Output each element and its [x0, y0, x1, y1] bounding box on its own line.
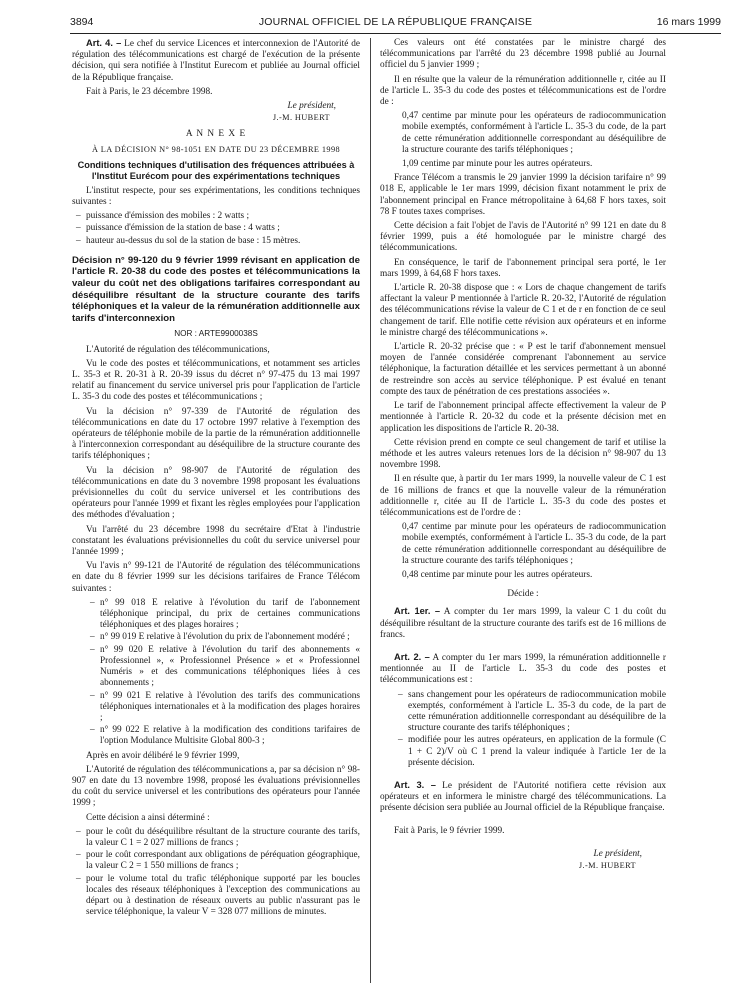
list-item: – hauteur au-dessus du sol de la station de base : 15 mètres. — [72, 236, 360, 247]
article-4: Art. 4. – Le chef du service Licences et interconnexion de l'Autorité de régulation des télécommunications est chargé de l'exécution de la présente décision, qui sera notifiée à l'Institut Eurecom et publiée au Journal officiel de la République française. — [72, 38, 361, 83]
paragraph: France Télécom a transmis le 29 janvier 1999 la décision tarifaire n° 99 018 E, applicable le 1er mars 1999, décision fixant notamment le prix de l'abonnement principal en France métropolitaine à 64,68 F hors taxes, soit 78 F toutes taxes comprises. — [380, 173, 666, 217]
journal-title: JOURNAL OFFICIEL DE LA RÉPUBLIQUE FRANÇAISE — [258, 16, 533, 28]
article-2-list — [380, 690, 666, 769]
indented-value: 0,47 centime par minute pour les opérateurs de radiocommunication mobile exemptés, conformément à l'article L. 35-3 du code, de la part de cette rémunération additionnelle correspondant au déséquilibre de la structure courante des tarifs téléphoniques ; — [402, 111, 666, 155]
paragraph: Vu l'arrêté du 23 décembre 1998 du secrétaire d'Etat à l'industrie constatant les évaluations prévisionnelles du coût du service universel pour l'année 1999 ; — [72, 524, 360, 558]
paragraph: L'Autorité de régulation des télécommunications a, par sa décision n° 98-907 en date du 13 novembre 1998, proposé les évaluations prévisionnelles du coût du service universel et les contributions des opérateurs pour l'année 1999 ; — [72, 764, 360, 809]
conditions-list — [72, 211, 360, 247]
list-item: – n° 99 020 E relative à l'évolution du tarif des abonnements « Professionnel », « Professionnel Présence » et « Professionnel Numéris » et des communications téléphoniques liées à ces abonnements ; — [72, 645, 360, 690]
list-item: – modifiée pour les autres opérateurs, en application de la formule (C 1 + C 2)/V où C 1 prend la valeur indiquée à l'article 1er de la présente décision. — [380, 735, 666, 769]
list-item: – pour le coût correspondant aux obligations de péréquation géographique, la valeur C 2 = 1 550 millions de francs ; — [72, 850, 360, 872]
left-column — [72, 38, 360, 921]
indented-value: 0,48 centime par minute pour les autres opérateurs. — [402, 569, 593, 580]
signature-role: Le président, — [593, 848, 642, 859]
paragraph: Le tarif de l'abonnement principal affecte effectivement la valeur de P mentionnée à l'article R. 20-32 du code et la présente décision met en application les dispositions de l'article R. 20-38. — [380, 401, 666, 434]
column-separator — [370, 38, 371, 983]
article-1: Art. 1er. – A compter du 1er mars 1999, la valeur C 1 du coût du déséquilibre résultant de la structure courante des tarifs est de 16 millions de francs. — [380, 606, 666, 640]
header-rule — [70, 33, 721, 34]
signature-role: Le président, — [287, 101, 336, 112]
list-item: – n° 99 022 E relative à la modification des conditions tarifaires de l'option Modulance Multisite Global 800-3 ; — [72, 725, 360, 747]
page-number: 3894 — [70, 16, 94, 28]
signature-name: J.-M. HUBERT — [578, 861, 636, 870]
conditions-intro: L'institut respecte, pour ses expérimentations, les conditions techniques suivantes : — [72, 185, 360, 208]
paragraph: Vu l'avis n° 99-121 de l'Autorité de régulation des télécommunications en date du 8 février 1999 sur les décisions tarifaires de France Télécom suivantes : — [72, 561, 360, 594]
paragraph: Il en résulte que, à partir du 1er mars 1999, la nouvelle valeur de C 1 est de 16 millions de francs et que la nouvelle valeur de la rémunération additionnelle r, citée au II de l'article L. 35-3 du code des postes et télécommunications est de l'ordre de : — [380, 474, 666, 518]
paragraph: L'article R. 20-38 dispose que : « Lors de chaque changement de tarifs affectant la valeur P mentionnée à l'article R. 20-32, l'Autorité de régulation des télécommunications révise la valeur de C 1 et de r en fonction de ce seul changement de tarif. Elle notifie cette révision aux opérateurs et en informe le ministre chargé des télécommunications ». — [380, 283, 666, 338]
list-item: – pour le volume total du trafic téléphonique supporté par les boucles locales des réseaux téléphoniques à l'exception des communications au départ ou à destination de réseaux ouverts au public n'assurant pas le service téléphonique, la valeur V = 328 077 millions de minutes. — [72, 874, 360, 919]
list-item: – pour le coût du déséquilibre résultant de la structure courante des tarifs, la valeur C 1 = 2 027 millions de francs ; — [72, 827, 360, 849]
page-header — [70, 16, 721, 32]
list-item: – puissance d'émission des mobiles : 2 watts ; — [72, 211, 360, 222]
paragraph: L'article R. 20-32 précise que : « P est le tarif d'abonnement mensuel moyen de l'année considérée comprenant l'abonnement au service téléphonique, la facturation détaillée et les services permettant à un abonné de restreindre son accès au service téléphonique. P est évalué en tenant compte des taux de pénétration de ces prestations associées ». — [380, 342, 666, 397]
indented-value: 0,47 centime par minute pour les opérateurs de radiocommunication mobile exemptés, conformément à l'article L. 35-3 du code, de la part de cette rémunération additionnelle correspondant au déséquilibre de la structure courante des tarifs téléphoniques ; — [402, 522, 666, 566]
issue-date: 16 mars 1999 — [656, 16, 721, 28]
list-item: – puissance d'émission de la station de base : 4 watts ; — [72, 223, 360, 234]
signature-name: J.-M. HUBERT — [272, 113, 330, 123]
paragraph: L'Autorité de régulation des télécommunications, — [86, 344, 270, 355]
signature-place-date: Fait à Paris, le 9 février 1999. — [394, 825, 505, 836]
paragraph: En conséquence, le tarif de l'abonnement principal sera porté, le 1er mars 1999, à 64,68 F hors taxes. — [380, 257, 666, 279]
paragraph: Cette décision a fait l'objet de l'avis de l'Autorité n° 99 121 en date du 8 février 1999, puis a été homologuée par le ministre chargé des télécommunications. — [380, 221, 666, 254]
paragraph: Il en résulte que la valeur de la rémunération additionnelle r, citée au II de l'article L. 35-3 du code des postes et télécommunications est de l'ordre de : — [380, 74, 666, 108]
article-2: Art. 2. – A compter du 1er mars 1999, la rémunération additionnelle r mentionnée au II de l'article L. 35-3 du code des postes et télécommunications est : — [380, 651, 666, 686]
paragraph: Vu le code des postes et télécommunications, et notamment ses articles L. 35-3 et R. 20-31 à R. 20-39 issus du décret n° 97-475 du 13 mai 1997 relatif au financement du service universel pris pour l'application de l'article L. 35-3 du code des postes et télécommunications ; — [72, 358, 360, 403]
determined-values-list — [72, 827, 360, 919]
paragraph: Ces valeurs ont été constatées par le ministre chargé des télécommunications par l'arrêté du 23 décembre 1998 publié au Journal officiel du 5 janvier 1999 ; — [380, 38, 666, 71]
annexe-heading: A N N E X E — [185, 129, 247, 140]
conditions-title: Conditions techniques d'utilisation des fréquences attribuées à l'Institut Eurécom pour des expérimentations techniques — [77, 159, 355, 181]
decision-title: Décision n° 99-120 du 9 février 1999 révisant en application de l'article R. 20-38 du code des postes et télécommunications la valeur du coût net des obligations tarifaires correspondant au déséquilibre résultant de la structure courante des tarifs téléphoniques et la valeur de la rémunération additionnelle aux tarifs d'interconnexion — [72, 254, 360, 324]
list-item: – n° 99 018 E relative à l'évolution du tarif de l'abonnement téléphonique principal, du prix de certaines communications téléphoniques et des plages horaires ; — [72, 598, 360, 632]
list-item: – n° 99 019 E relative à l'évolution du prix de l'abonnement modéré ; — [72, 632, 360, 643]
list-item: – n° 99 021 E relative à l'évolution des tarifs des communications téléphoniques internationales et à la modification des plages horaires ; — [72, 691, 360, 725]
paragraph: Vu la décision n° 97-339 de l'Autorité de régulation des télécommunications en date du 17 octobre 1997 relative à l'exemption des opérateurs de téléphonie mobile de la partie de la rémunération additionnelle à l'interconnexion correspondant au déséquilibre de la structure courante des tarifs téléphoniques ; — [72, 406, 360, 462]
annexe-subheading: À LA DÉCISION N° 98-1051 EN DATE DU 23 DÉCEMBRE 1998 — [91, 144, 341, 154]
indented-value: 1,09 centime par minute pour les autres opérateurs. — [402, 159, 593, 170]
right-column — [380, 38, 666, 871]
nor-reference: NOR : ARTE9900038S — [174, 329, 258, 339]
list-item: – sans changement pour les opérateurs de radiocommunication mobile exemptés, conformément à l'article L. 35-3 du code, de la part de cette rémunération additionnelle correspondant au déséquilibre de la structure courante des tarifs téléphoniques ; — [380, 690, 666, 735]
paragraph: Après en avoir délibéré le 9 février 1999, — [86, 750, 240, 761]
decide-heading: Décide : — [507, 589, 539, 600]
article-3: Art. 3. – Le président de l'Autorité notifiera cette révision aux opérateurs et en informera le ministre chargé des télécommunications. La présente décision sera publiée au Journal officiel de la République française. — [380, 779, 666, 814]
decisions-list — [72, 598, 360, 748]
paragraph: Cette décision a ainsi déterminé : — [86, 812, 210, 823]
signature-place-date: Fait à Paris, le 23 décembre 1998. — [86, 86, 213, 97]
paragraph: Vu la décision n° 98-907 de l'Autorité de régulation des télécommunications en date du 3 novembre 1998 proposant les évaluations prévisionnelles du coût du service universel et les contributions des opérateurs pour l'année 1999 et fixant les règles employées pour l'application des méthodes d'évaluation ; — [72, 465, 360, 521]
paragraph: Cette révision prend en compte ce seul changement de tarif et utilise la méthode et les autres valeurs retenues lors de la décision n° 98-907 du 13 novembre 1998. — [380, 437, 666, 471]
